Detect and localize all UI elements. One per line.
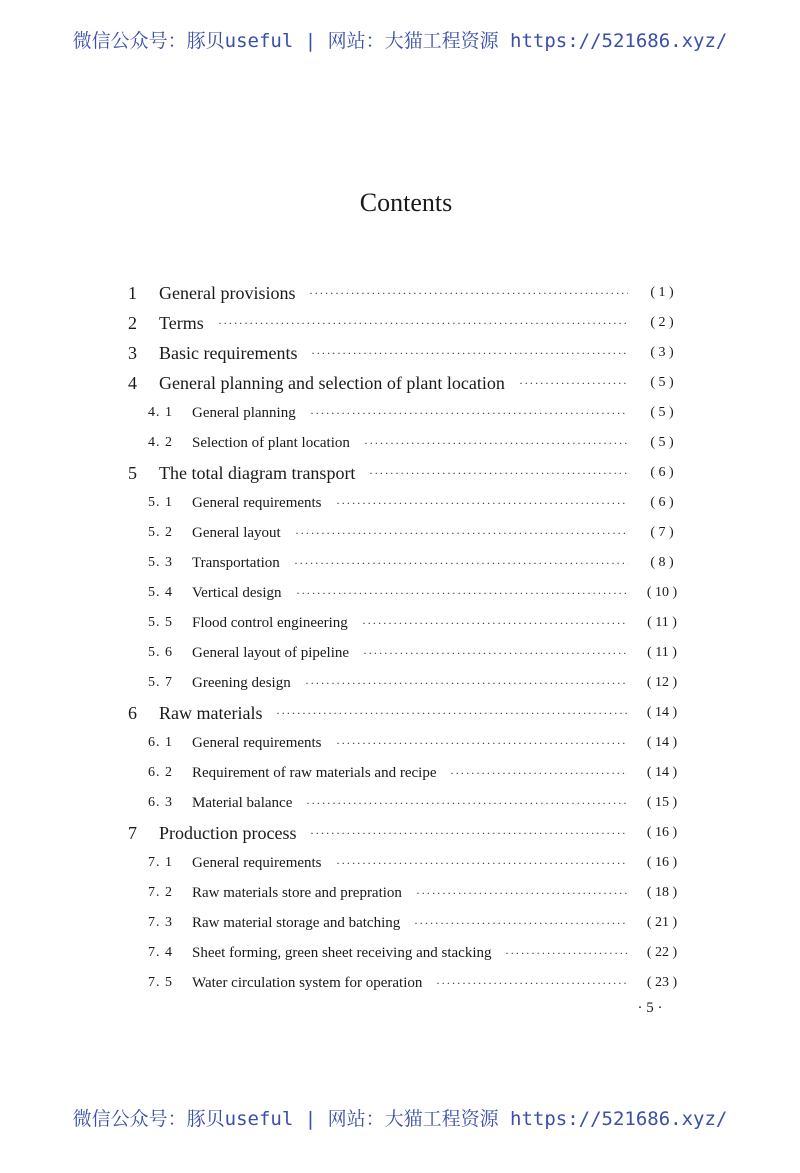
dot-leader [364,428,628,458]
toc-entry-page: ( 14 ) [646,705,678,720]
dot-leader [450,758,628,788]
toc-entry-page: ( 18 ) [646,885,678,900]
toc-entry[interactable] [0,578,800,608]
toc-entry[interactable] [0,458,800,488]
toc-entry-title: Sheet forming, green sheet receiving and stacking [192,944,492,961]
dot-leader [276,698,628,728]
watermark-bottom: 微信公众号：豚贝useful | 网站：大猫工程资源 https://521686.xyz/ [72,1108,728,1130]
toc-entry-number: 2 [128,312,137,333]
toc-entry-number: 7. 1 [148,855,173,870]
dot-leader [519,368,628,398]
toc-entry-title: General provisions [159,282,296,303]
toc-entry-page: ( 14 ) [646,735,678,750]
toc-entry[interactable] [0,398,800,428]
dot-leader [218,308,628,338]
toc-entry-page: ( 16 ) [646,855,678,870]
toc-entry-number: 5. 5 [148,615,173,630]
toc-entry-title: General planning [192,404,296,421]
toc-entry-title: Transportation [192,554,280,571]
toc-entry-number: 5. 7 [148,675,173,690]
toc-entry[interactable] [0,278,800,308]
toc-entry-number: 5 [128,462,137,483]
toc-entry-page: ( 6 ) [650,465,674,480]
toc-entry[interactable] [0,488,800,518]
toc-entry-title: The total diagram transport [159,462,356,483]
toc-entry[interactable] [0,668,800,698]
toc-entry-page: ( 21 ) [646,915,678,930]
toc-entry[interactable] [0,938,800,968]
dot-leader [505,938,628,968]
toc-entry-page: ( 12 ) [646,675,678,690]
toc-entry[interactable] [0,638,800,668]
toc-entry-page: ( 11 ) [647,645,677,660]
toc-entry-page: ( 22 ) [646,945,678,960]
toc-entry[interactable] [0,908,800,938]
toc-entry-page: ( 5 ) [650,375,674,390]
toc-entry-number: 6 [128,702,137,723]
dot-leader [309,278,628,308]
toc-entry-title: Material balance [192,794,293,811]
toc-entry-title: Vertical design [192,584,282,601]
toc-entry-number: 3 [128,342,137,363]
dot-leader [336,488,628,518]
dot-leader [306,788,628,818]
toc-entry-title: General requirements [192,734,322,751]
page-title: Contents [359,188,453,217]
toc-entry-title: Terms [159,312,204,333]
toc-entry[interactable] [0,758,800,788]
toc-entry-number: 4 [128,372,137,393]
dot-leader [336,728,628,758]
toc-entry[interactable] [0,548,800,578]
toc-entry-number: 7 [128,822,137,843]
toc-entry[interactable] [0,308,800,338]
toc-entry-page: ( 8 ) [650,555,674,570]
toc-entry[interactable] [0,368,800,398]
toc-entry-page: ( 5 ) [650,405,674,420]
dot-leader [311,338,628,368]
toc-entry[interactable] [0,608,800,638]
toc-entry-number: 5. 4 [148,585,173,600]
table-of-contents [0,278,800,998]
dot-leader [369,458,628,488]
toc-entry-page: ( 3 ) [650,345,674,360]
toc-entry-page: ( 2 ) [650,315,674,330]
toc-entry-number: 7. 5 [148,975,173,990]
toc-entry-page: ( 14 ) [646,765,678,780]
page-number: · 5 · [637,1000,663,1016]
dot-leader [416,878,628,908]
toc-entry[interactable] [0,338,800,368]
toc-entry[interactable] [0,428,800,458]
toc-entry-title: Basic requirements [159,342,298,363]
toc-entry[interactable] [0,728,800,758]
dot-leader [294,548,628,578]
toc-entry-number: 6. 2 [148,765,173,780]
toc-entry-title: General planning and selection of plant location [159,372,505,393]
dot-leader [310,818,628,848]
toc-entry-page: ( 11 ) [647,615,677,630]
toc-entry[interactable] [0,848,800,878]
dot-leader [362,608,628,638]
toc-entry-number: 7. 4 [148,945,173,960]
toc-entry[interactable] [0,818,800,848]
toc-entry-page: ( 5 ) [650,435,674,450]
toc-entry[interactable] [0,788,800,818]
toc-entry-title: Selection of plant location [192,434,350,451]
toc-entry-title: Raw materials [159,702,263,723]
toc-entry-page: ( 15 ) [646,795,678,810]
toc-entry[interactable] [0,518,800,548]
toc-entry-title: General layout of pipeline [192,644,350,661]
toc-entry-number: 6. 1 [148,735,173,750]
toc-entry-number: 7. 3 [148,915,173,930]
toc-entry-title: Requirement of raw materials and recipe [192,764,437,781]
toc-entry-page: ( 7 ) [650,525,674,540]
toc-entry-title: General layout [192,524,281,541]
toc-entry-page: ( 6 ) [650,495,674,510]
watermark-top: 微信公众号：豚贝useful | 网站：大猫工程资源 https://521686.xyz/ [72,30,728,52]
toc-entry-number: 4. 2 [148,435,173,450]
toc-entry-number: 5. 2 [148,525,173,540]
toc-entry-page: ( 1 ) [650,285,674,300]
dot-leader [305,668,628,698]
toc-entry-title: General requirements [192,854,322,871]
toc-entry[interactable] [0,698,800,728]
toc-entry-title: Raw material storage and batching [192,914,401,931]
toc-entry-number: 6. 3 [148,795,173,810]
toc-entry-number: 5. 6 [148,645,173,660]
dot-leader [336,848,628,878]
toc-entry-title: Water circulation system for operation [192,974,423,991]
dot-leader [363,638,628,668]
dot-leader [310,398,628,428]
toc-entry-page: ( 16 ) [646,825,678,840]
toc-entry-title: Raw materials store and prepration [192,884,402,901]
toc-entry-title: Production process [159,822,297,843]
dot-leader [296,578,628,608]
dot-leader [436,968,628,998]
dot-leader [414,908,628,938]
toc-entry-title: Greening design [192,674,291,691]
toc-entry-page: ( 23 ) [646,975,678,990]
toc-entry-page: ( 10 ) [646,585,678,600]
toc-entry-number: 5. 1 [148,495,173,510]
toc-entry-number: 7. 2 [148,885,173,900]
toc-entry[interactable] [0,968,800,998]
toc-entry-title: Flood control engineering [192,614,348,631]
toc-entry-number: 5. 3 [148,555,173,570]
dot-leader [295,518,628,548]
toc-entry[interactable] [0,878,800,908]
toc-entry-number: 1 [128,282,137,303]
toc-entry-number: 4. 1 [148,405,173,420]
toc-entry-title: General requirements [192,494,322,511]
